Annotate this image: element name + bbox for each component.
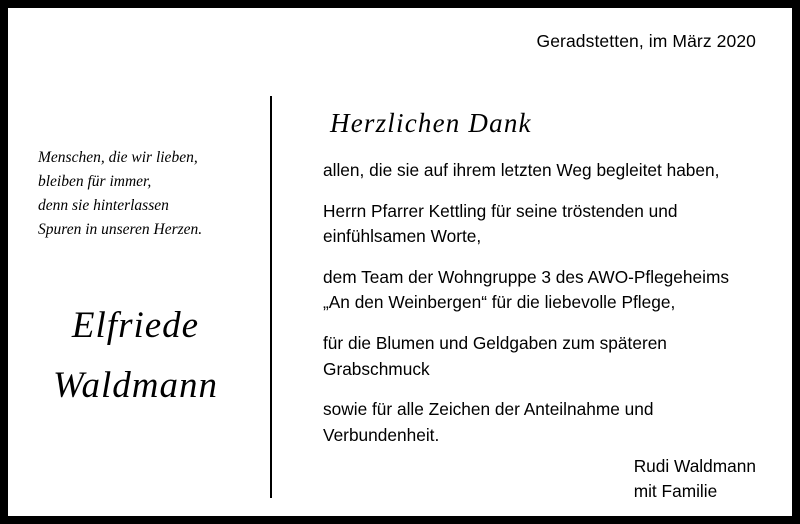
paragraph-3-line-1: dem Team der Wohngruppe 3 des AWO-Pflegeheims bbox=[323, 266, 729, 287]
paragraph-1-line-1: allen, die sie auf ihrem letzten Weg begleitet haben, bbox=[323, 160, 720, 180]
verse-line-1: Menschen, die wir lieben, bbox=[38, 149, 198, 166]
obituary-card bbox=[8, 8, 792, 516]
paragraph-4-line-1: für die Blumen und Geldgaben zum späteren bbox=[323, 332, 667, 353]
paragraph-2-line-2: einfühlsamen Worte, bbox=[323, 226, 482, 247]
paragraph-2-line-1: Herrn Pfarrer Kettling für seine tröstenden und bbox=[323, 200, 678, 221]
paragraph-4-line-2: Grabschmuck bbox=[323, 358, 430, 379]
signature-block bbox=[634, 454, 756, 503]
verse-line-3: denn sie hinterlassen bbox=[38, 197, 169, 215]
deceased-first-name: Elfriede bbox=[71, 305, 200, 346]
thanks-heading: Herzlichen Dank bbox=[330, 108, 532, 138]
signature-line-2: mit Familie bbox=[633, 480, 718, 501]
thanks-paragraph-2 bbox=[323, 199, 773, 250]
thanks-paragraph-5 bbox=[323, 397, 773, 448]
place-and-date: Geradstetten, im März 2020 bbox=[536, 31, 756, 51]
deceased-last-name: Waldmann bbox=[53, 364, 218, 406]
thanks-paragraph-4 bbox=[323, 331, 773, 382]
thanks-paragraph-1 bbox=[323, 158, 773, 184]
memorial-verse bbox=[38, 146, 253, 242]
signature-line-1: Rudi Waldmann bbox=[633, 456, 756, 476]
thanks-body bbox=[323, 158, 773, 463]
thanks-paragraph-3 bbox=[323, 265, 773, 316]
paragraph-5-line-1: sowie für alle Zeichen der Anteilnahme und bbox=[323, 399, 654, 420]
verse-line-2: bleiben für immer, bbox=[38, 173, 152, 191]
deceased-name bbox=[8, 296, 263, 416]
verse-line-4: Spuren in unseren Herzen. bbox=[38, 221, 203, 239]
vertical-divider bbox=[270, 96, 272, 498]
paragraph-3-line-2: „An den Weinbergen“ für die liebevolle Pflege, bbox=[323, 292, 676, 313]
paragraph-5-line-2: Verbundenheit. bbox=[323, 424, 440, 445]
